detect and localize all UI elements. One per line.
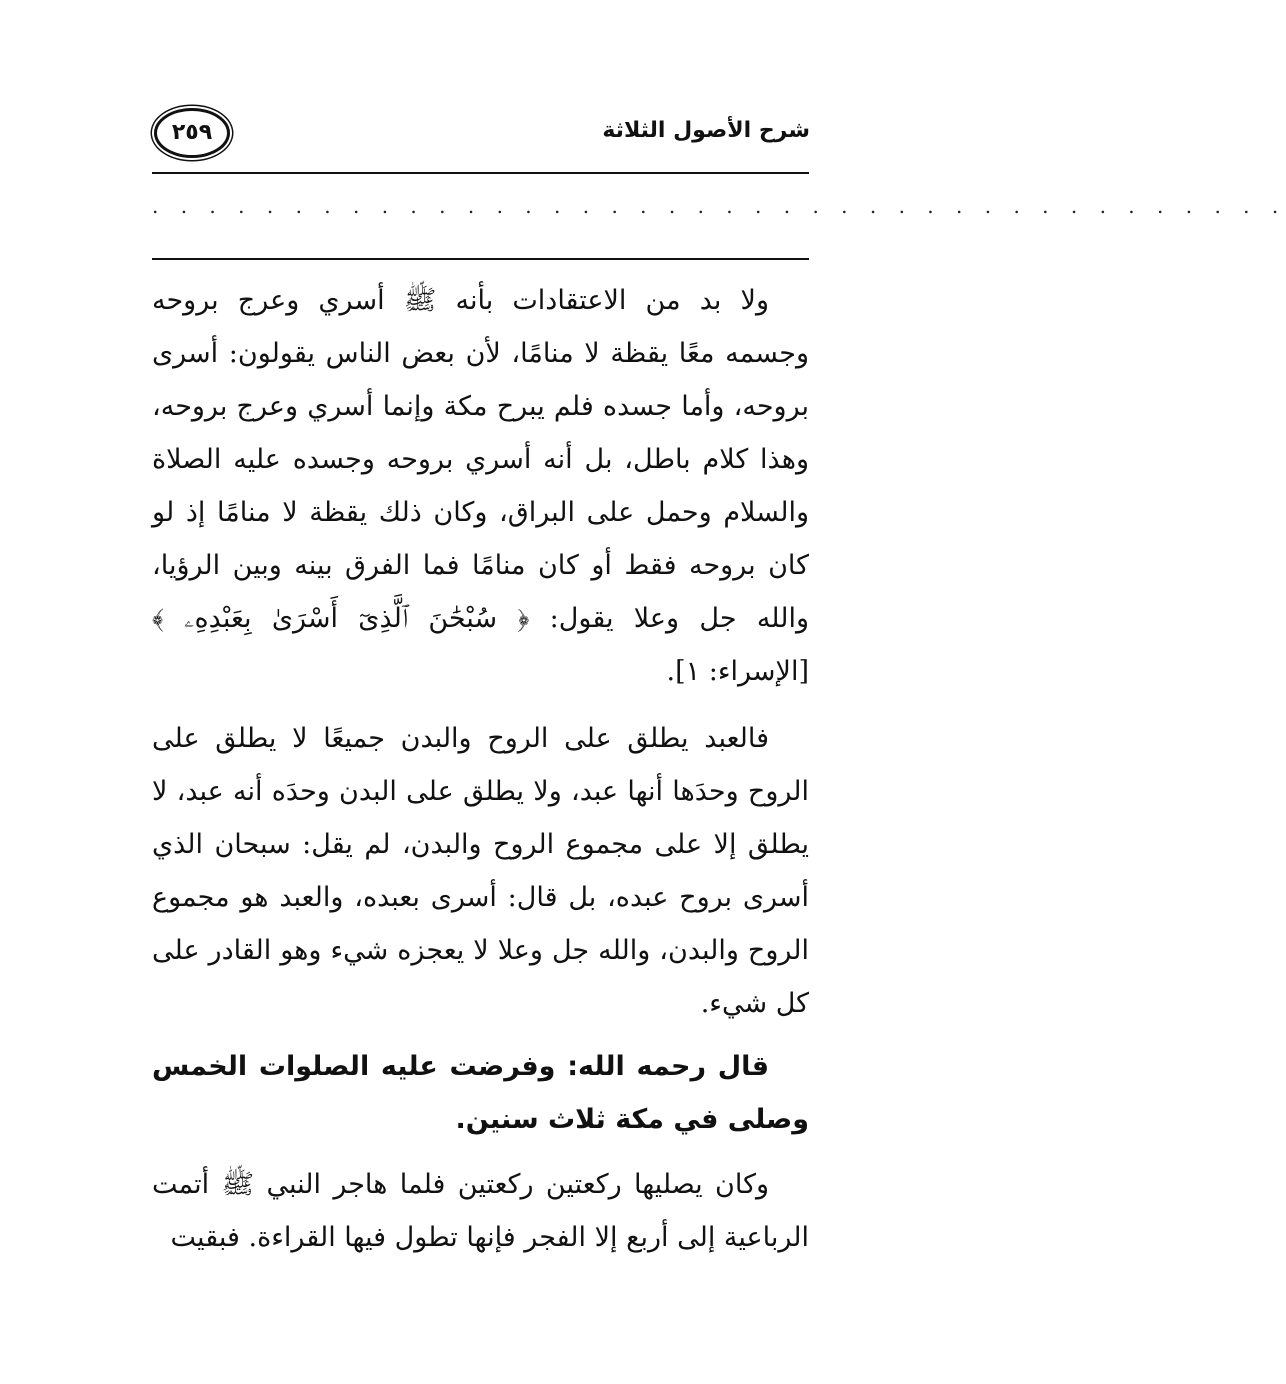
paragraph-isra-body-and-soul: ولا بد من الاعتقادات بأنه ﷺ أسري وعرج بروحه وجسمه معًا يقظة لا منامًا، لأن بعض الناس يقولون: أسرى بروحه، وأما جسده فلم يبرح مكة وإنما أسري وعرج بروحه، وهذا كلام باطل، بل أنه أسري بروحه وجسده عليه الصلاة والسلام وحمل على البراق، وكان ذلك يقظة لا منامًا إذ لو كان بروحه فقط أو كان منامًا فما الفرق بينه وبين الرؤيا، والله جل وعلا يقول: ﴿ سُبْحَٰنَ ٱلَّذِىٓ أَسْرَىٰ بِعَبْدِهِۦ ﴾ [الإسراء: ١]. — [152, 285, 809, 687]
body-text — [152, 274, 809, 1264]
header-rule — [152, 172, 809, 174]
paragraph-abd-definition: فالعبد يطلق على الروح والبدن جميعًا لا يطلق على الروح وحدَها أنها عبد، ولا يطلق على البدن وحدَه أنه عبد، لا يطلق إلا على مجموع الروح والبدن، لم يقل: سبحان الذي أسرى بروح عبده، بل قال: أسرى بعبده، والعبد هو مجموع الروح والبدن، والله جل وعلا لا يعجزه شيء وهو القادر على كل شيء. — [152, 723, 809, 1019]
page-number-badge: ٢٥٩ — [154, 108, 230, 158]
paragraph-prayer-rakahs: وكان يصليها ركعتين ركعتين فلما هاجر النبي ﷺ أتمت الرباعية إلى أربع إلا الفجر فإنها تطول فيها القراءة. فبقيت — [152, 1169, 809, 1253]
dotted-separator: . . . . . . . . . . . . . . . . . . . . . . . . . . . . . . . . . . . . . . . . — [152, 194, 1286, 218]
paragraph-author-quote: قال رحمه الله: وفرضت عليه الصلوات الخمس وصلى في مكة ثلاث سنين. — [152, 1051, 809, 1135]
section-rule — [152, 258, 809, 260]
page-header — [150, 108, 810, 164]
running-title: شرح الأصول الثلاثة — [602, 118, 810, 143]
